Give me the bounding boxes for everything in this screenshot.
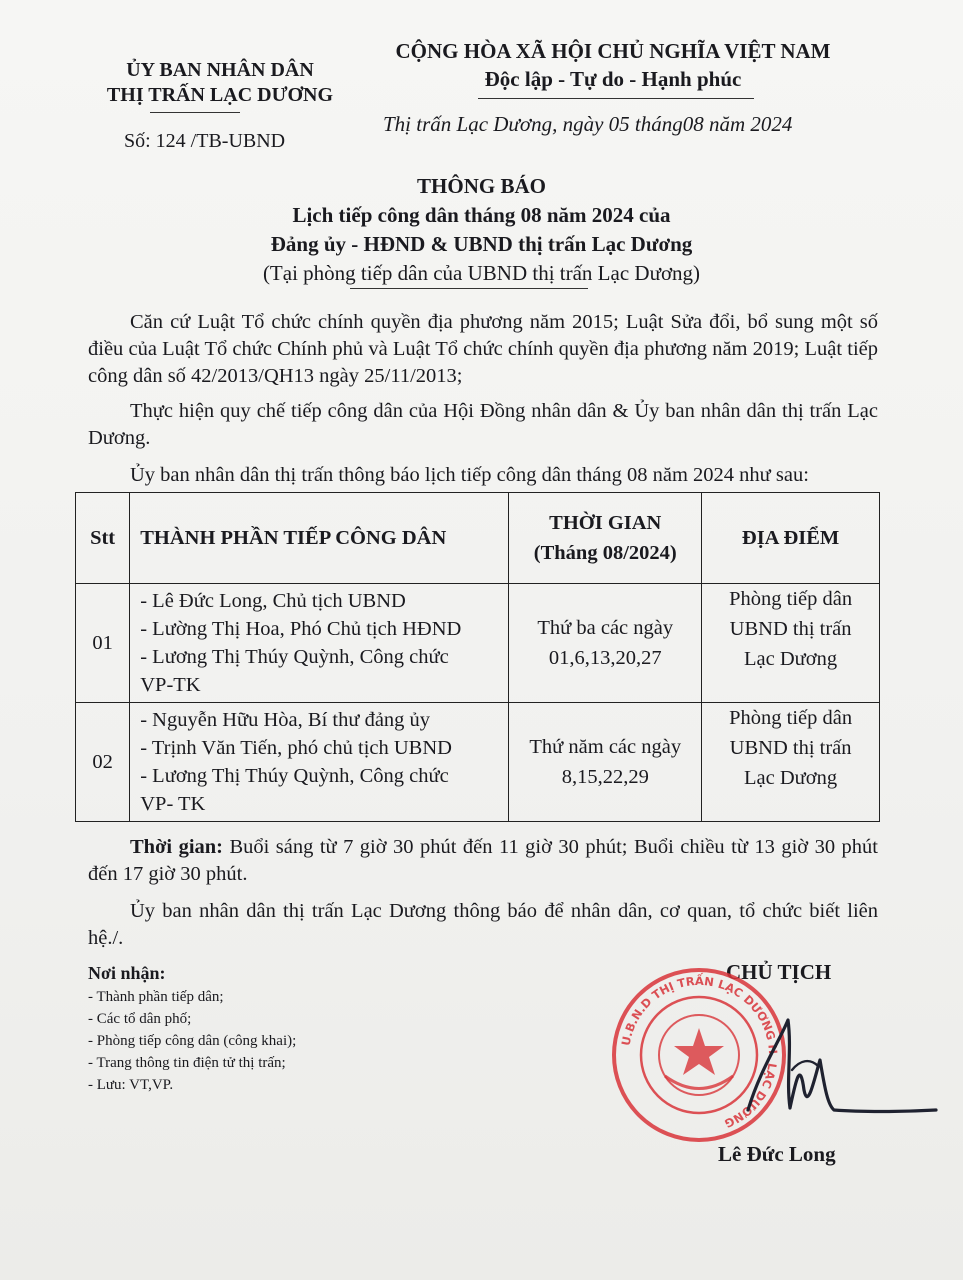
header-members: THÀNH PHẦN TIẾP CÔNG DÂN — [130, 493, 509, 584]
notice-title — [0, 172, 963, 288]
national-motto — [388, 37, 838, 93]
row1-location-2: UBND thị trấn — [729, 618, 852, 640]
row2-members — [130, 703, 509, 822]
paragraph-closing — [88, 898, 878, 952]
issuing-agency — [90, 58, 350, 108]
row1-member-1: - Lê Đức Long, Chủ tịch UBND — [140, 590, 406, 612]
header-time-line-2: (Tháng 08/2024) — [533, 542, 677, 564]
table-row — [76, 703, 880, 822]
title-line-2: Lịch tiếp công dân tháng 08 năm 2024 của — [292, 203, 671, 227]
row1-location — [702, 584, 880, 703]
para3-text: Ủy ban nhân dân thị trấn thông báo lịch tiếp công dân tháng 08 năm 2024 như sau: — [130, 464, 809, 486]
motto-underline — [478, 98, 754, 99]
row1-time-2: 01,6,13,20,27 — [548, 647, 662, 669]
agency-line-2: THỊ TRẤN LẠC DƯƠNG — [106, 84, 334, 106]
row2-member-3: - Lương Thị Thúy Quỳnh, Công chức — [140, 765, 449, 787]
table-header-row — [76, 493, 880, 584]
para5-text: Ủy ban nhân dân thị trấn Lạc Dương thông báo để nhân dân, cơ quan, tổ chức biết liên hệ./. — [88, 900, 878, 949]
row2-location-3: Lạc Dương — [744, 767, 838, 789]
signer-title: CHỦ TỊCH — [726, 960, 832, 984]
header-stt: Stt — [76, 493, 130, 584]
paragraph-implementation — [88, 398, 878, 452]
list-item: - Lưu: VT,VP. — [88, 1077, 174, 1093]
row2-location-2: UBND thị trấn — [729, 737, 852, 759]
row1-time — [509, 584, 702, 703]
row1-member-3: - Lương Thị Thúy Quỳnh, Công chức — [140, 646, 449, 668]
row2-time — [509, 703, 702, 822]
recipients-heading: Nơi nhận: — [88, 963, 166, 983]
signer-name: Lê Đức Long — [718, 1142, 836, 1166]
paragraph-legal-basis — [88, 309, 878, 390]
handwritten-signature — [700, 1000, 940, 1140]
para1-text: Căn cứ Luật Tổ chức chính quyền địa phương năm 2015; Luật Sửa đổi, bổ sung một số điều của Luật Tổ chức Chính phủ và Luật Tổ chức chính quyền địa phương năm 2019; Luật tiếp công dân số 42/2013/QH13 ngày 25/11/2013; — [88, 311, 878, 387]
list-item: - Trang thông tin điện tử thị trấn; — [88, 1055, 286, 1071]
row1-members — [130, 584, 509, 703]
row1-stt: 01 — [76, 584, 130, 703]
row2-time-2: 8,15,22,29 — [561, 766, 649, 788]
header-location: ĐỊA ĐIỂM — [702, 493, 880, 584]
row2-member-4: VP- TK — [140, 793, 206, 815]
seal-ring-text: U.B.N.D THỊ TRẤN LẠC DƯƠNG H. LẠC DƯƠNG — [618, 973, 781, 1131]
title-line-4: (Tại phòng tiếp dân của UBND thị trấn Lạc Dương) — [262, 261, 701, 285]
row2-time-1: Thứ năm các ngày — [529, 736, 682, 758]
table-row — [76, 584, 880, 703]
row2-member-2: - Trịnh Văn Tiến, phó chủ tịch UBND — [140, 737, 452, 759]
agency-underline — [150, 112, 240, 113]
row1-location-1: Phòng tiếp dân — [729, 588, 853, 610]
para2-text: Thực hiện quy chế tiếp công dân của Hội Đồng nhân dân & Ủy ban nhân dân thị trấn Lạc Dương. — [88, 400, 878, 449]
list-item: - Các tổ dân phố; — [88, 1011, 192, 1027]
row1-member-4: VP-TK — [140, 674, 201, 696]
agency-line-1: ỦY BAN NHÂN DÂN — [126, 59, 314, 81]
row2-location-1: Phòng tiếp dân — [729, 707, 853, 729]
time-label: Thời gian: — [130, 836, 224, 858]
paragraph-announcement — [88, 462, 878, 489]
place-date: Thị trấn Lạc Dương, ngày 05 tháng08 năm 2024 — [383, 112, 793, 136]
row2-stt: 02 — [76, 703, 130, 822]
nation-line-2: Độc lập - Tự do - Hạnh phúc — [484, 67, 742, 91]
schedule-table — [75, 492, 880, 822]
title-underline — [350, 288, 588, 289]
document-number: Số: 124 /TB-UBND — [124, 130, 286, 152]
header-time — [509, 493, 702, 584]
title-line-3: Đảng ủy - HĐND & UBND thị trấn Lạc Dương — [270, 232, 693, 256]
row2-member-1: - Nguyễn Hữu Hòa, Bí thư đảng ủy — [140, 709, 431, 731]
recipients-list — [88, 960, 296, 1096]
row1-time-1: Thứ ba các ngày — [537, 617, 674, 639]
time-text: Buổi sáng từ 7 giờ 30 phút đến 11 giờ 30 phút; Buổi chiều từ 13 giờ 30 phút đến 17 giờ 30 phút. — [88, 836, 878, 885]
list-item: - Phòng tiếp công dân (công khai); — [88, 1033, 297, 1049]
row1-location-3: Lạc Dương — [744, 648, 838, 670]
header-time-line-1: THỜI GIAN — [549, 512, 662, 534]
row2-location — [702, 703, 880, 822]
row1-member-2: - Lường Thị Hoa, Phó Chủ tịch HĐND — [140, 618, 462, 640]
list-item: - Thành phần tiếp dân; — [88, 989, 224, 1005]
paragraph-working-hours — [88, 834, 878, 888]
nation-line-1: CỘNG HÒA XÃ HỘI CHỦ NGHĨA VIỆT NAM — [395, 39, 831, 63]
title-line-1: THÔNG BÁO — [417, 174, 546, 198]
